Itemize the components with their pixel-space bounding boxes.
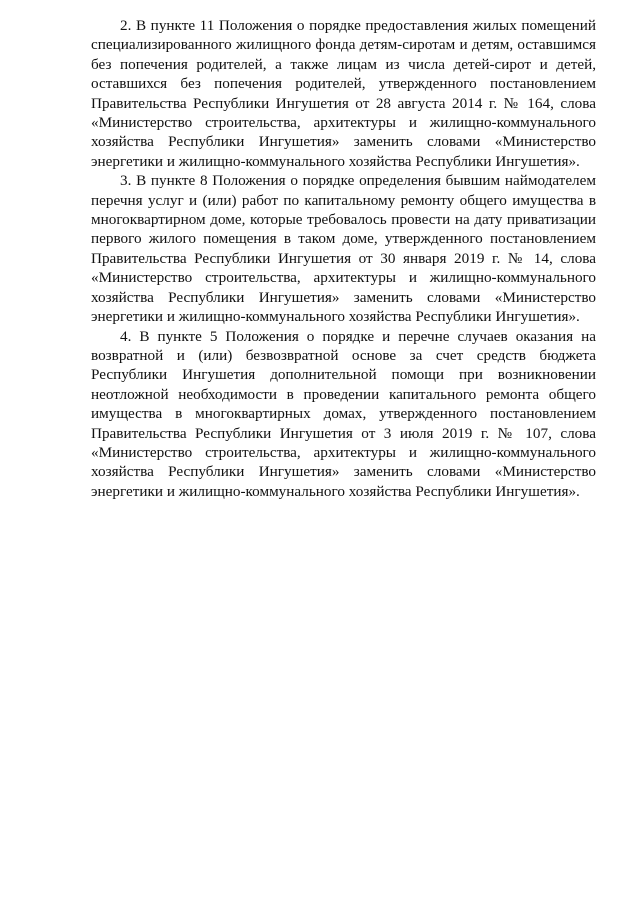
paragraph-item-4: 4. В пункте 5 Положения о порядке и перечне случаев оказания на возвратной и (или) безвозвратной основе за счет средств бюджета Республики Ингушетия дополнительной помощи при возникновении неотложной необходимости в проведении капитального ремонта общего имущества в многоквартирных домах, утвержденного постановлением Правительства Республики Ингушетия от 3 июля 2019 г. № 107, слова «Министерство строительства, архитектуры и жилищно-коммунального хозяйства Республики Ингушетия» заменить словами «Министерство энергетики и жилищно-коммунального хозяйства Республики Ингушетия». (91, 327, 596, 500)
paragraph-item-2: 2. В пункте 11 Положения о порядке предоставления жилых помещений специализированного жилищного фонда детям-сиротам и детям, оставшимся без попечения родителей, а также лицам из числа детей-сирот и детей, оставшихся без попечения родителей, утвержденного постановлением Правительства Республики Ингушетия от 28 августа 2014 г. № 164, слова «Министерство строительства, архитектуры и жилищно-коммунального хозяйства Республики Ингушетия» заменить словами «Министерство энергетики и жилищно-коммунального хозяйства Республики Ингушетия». (91, 17, 596, 170)
document-body (91, 16, 596, 501)
paragraph-item-3: 3. В пункте 8 Положения о порядке определения бывшим наймодателем перечня услуг и (или) работ по капитальному ремонту общего имущества в многоквартирном доме, которые требовалось провести на дату приватизации первого жилого помещения в таком доме, утвержденного постановлением Правительства Республики Ингушетия от 30 января 2019 г. № 14, слова «Министерство строительства, архитектуры и жилищно-коммунального хозяйства Республики Ингушетия» заменить словами «Министерство энергетики и жилищно-коммунального хозяйства Республики Ингушетия». (91, 172, 596, 326)
